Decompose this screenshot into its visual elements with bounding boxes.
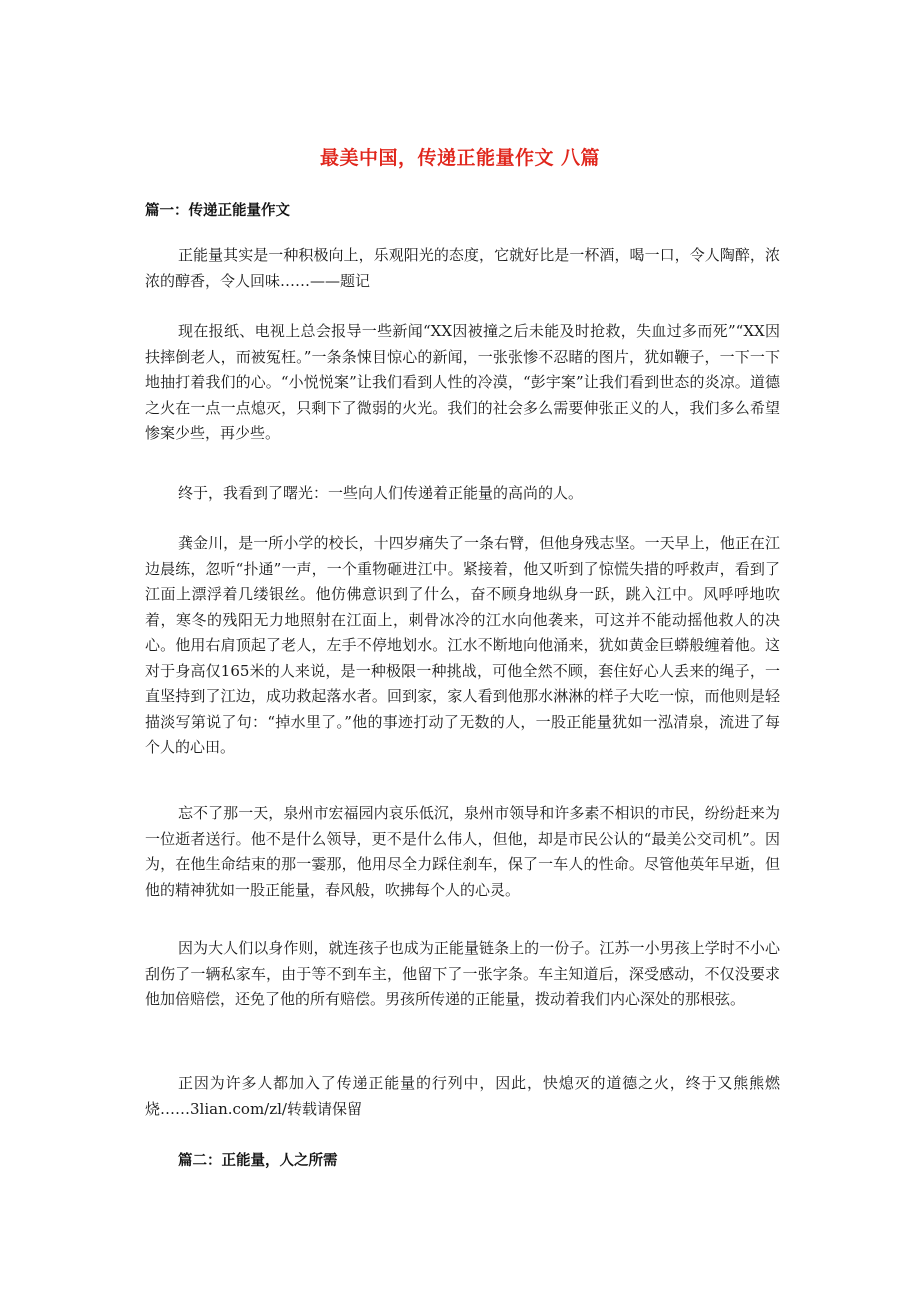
paragraph: 现在报纸、电视上总会报导一些新闻“XX因被撞之后未能及时抢救，失血过多而死”“XX因扶摔倒老人，而被冤枉。”一条条悚目惊心的新闻，一张张惨不忍睹的图片，犹如鞭子，一下一下地抽打着我们的心。“小悦悦案”让我们看到人性的冷漠，“彭宇案”让我们看到世态的炎凉。道德之火在一点一点熄灭，只剩下了微弱的火光。我们的社会多么需要伸张正义的人，我们多么希望惨案少些，再少些。 [145,322,780,442]
paragraph: 龚金川，是一所小学的校长，十四岁痛失了一条右臂，但他身残志坚。一天早上，他正在江边晨练，忽听“扑通”一声，一个重物砸进江中。紧接着，他又听到了惊慌失措的呼救声，看到了江面上漂浮着几缕银丝。他仿佛意识到了什么，奋不顾身地纵身一跃，跳入江中。风呼呼地吹着，寒冬的残阳无力地照射在江面上，刺骨冰冷的江水向他袭来，可这并不能动摇他救人的决心。他用右肩顶起了老人，左手不停地划水。江水不断地向他涌来，犹如黄金巨蟒般缠着他。这对于身高仅165米的人来说，是一种极限一种挑战，可他全然不顾，套住好心人丢来的绳子，一直坚持到了江边，成功救起落水者。回到家，家人看到他那水淋淋的样子大吃一惊，而他则是轻描淡写第说了句：“掉水里了。”他的事迹打动了无数的人，一股正能量犹如一泓清泉，流进了每个人的心田。 [145,534,780,756]
paragraph: 正能量其实是一种积极向上，乐观阳光的态度，它就好比是一杯酒，喝一口，令人陶醉，浓浓的醇香，令人回味……——题记 [145,246,780,290]
document-title: 最美中国，传递正能量作文 八篇 [319,147,601,169]
paragraph: 因为大人们以身作则，就连孩子也成为正能量链条上的一份子。江苏一小男孩上学时不小心刮伤了一辆私家车，由于等不到车主，他留下了一张字条。车主知道后，深受感动，不仅没要求他加倍赔偿，还免了他的所有赔偿。男孩所传递的正能量，拨动着我们内心深处的那根弦。 [145,939,780,1008]
section-heading-2: 篇二：正能量，人之所需 [178,1153,338,1169]
section-heading-1: 篇一：传递正能量作文 [145,203,290,219]
paragraph: 正因为许多人都加入了传递正能量的行列中，因此，快熄灭的道德之火，终于又熊熊燃烧……3lian.com/zl/转载请保留 [145,1074,780,1118]
paragraph: 忘不了那一天，泉州市宏福园内哀乐低沉，泉州市领导和许多素不相识的市民，纷纷赶来为一位逝者送行。他不是什么领导，更不是什么伟人，但他，却是市民公认的“最美公交司机”。因为，在他生命结束的那一霎那，他用尽全力踩住刹车，保了一车人的性命。尽管他英年早逝，但他的精神犹如一股正能量，春风般，吹拂每个人的心灵。 [145,804,780,899]
paragraph: 终于，我看到了曙光：一些向人们传递着正能量的高尚的人。 [178,484,584,502]
